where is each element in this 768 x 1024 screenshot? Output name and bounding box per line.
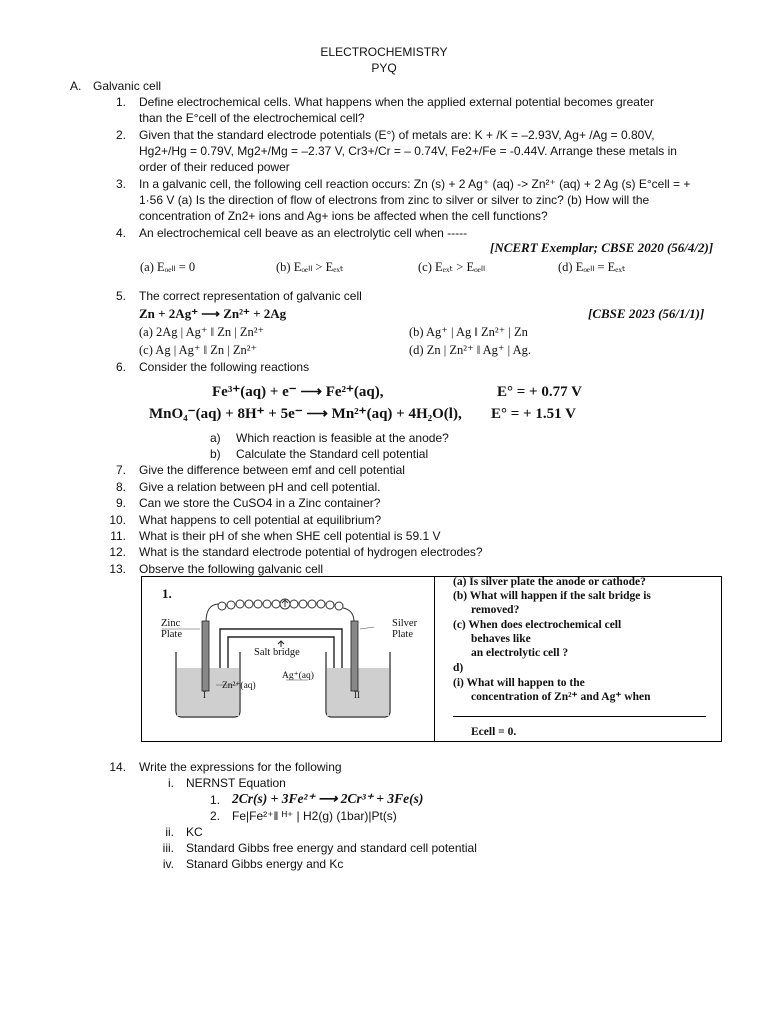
fig-question-c-cont2: an electrolytic cell ?	[471, 647, 569, 659]
subquestion-text: Calculate the Standard cell potential	[236, 447, 429, 461]
q4-option-a: (a) Eₒₑₗₗ = 0	[140, 260, 196, 274]
subquestion-label: b)	[210, 447, 221, 461]
fig-question-a: (a) Is silver plate the anode or cathode?	[453, 576, 646, 588]
fig-question-d-i: (i) What will happen to the	[453, 677, 585, 689]
section-title: Galvanic cell	[93, 79, 162, 93]
galvanic-cell-figure	[141, 576, 722, 742]
fig-question-c: (c) When does electrochemical cell	[453, 619, 622, 631]
question-number: 7.	[115, 463, 126, 477]
page-title: ELECTROCHEMISTRY	[320, 45, 448, 59]
equation-1: 2Cr(s) + 3Fe²⁺ ⟶ 2Cr³⁺ + 3Fe(s)	[232, 791, 424, 806]
q4-option-c: (c) Eₑₓₜ > Eₒₑₗₗ	[418, 260, 486, 274]
question-text-line: What is their pH of she when SHE cell potential is 59.1 V	[139, 529, 441, 543]
subquestion-text: Which reaction is feasible at the anode?	[236, 431, 449, 445]
q5-source: [CBSE 2023 (56/1/1)]	[588, 306, 705, 321]
silver-plate-label: Silver Plate	[392, 618, 418, 640]
fig-question-c-cont: behaves like	[471, 633, 531, 645]
question-number: 5.	[115, 289, 126, 303]
q5-option-c: (c) Ag | Ag⁺ ‖ Zn | Zn²⁺	[139, 343, 258, 357]
fig-question-b: (b) What will happen if the salt bridge is	[453, 590, 651, 602]
fig-question-d: d)	[453, 662, 464, 674]
question-number: 11.	[110, 529, 126, 543]
q14-item-text: NERNST Equation	[186, 776, 286, 790]
q14-item-text: Standard Gibbs free energy and standard cell potential	[186, 841, 477, 855]
roman-label: ii.	[165, 825, 174, 839]
fig-question-d-i-cont: concentration of Zn²⁺ and Ag⁺ when	[471, 691, 651, 703]
question-text-line: Give a relation between pH and cell potential.	[139, 480, 381, 494]
question-text-line: An electrochemical cell beave as an electrolytic cell when -----	[139, 226, 468, 240]
beaker-right-label: II	[354, 690, 360, 700]
q14-item-text: Stanard Gibbs energy and Kc	[186, 857, 344, 871]
question-text-line: Can we store the CuSO4 in a Zinc container?	[139, 496, 381, 510]
q5-option-b: (b) Ag⁺ | Ag ‖ Zn²⁺ | Zn	[409, 325, 528, 339]
q6-potential-1: E° = + 0.77 V	[497, 384, 582, 400]
question-text-line: The correct representation of galvanic cell	[139, 289, 362, 303]
question-text-line: Consider the following reactions	[139, 360, 310, 374]
roman-label: i.	[168, 776, 174, 790]
question-text-line: What happens to cell potential at equilibrium?	[139, 513, 382, 527]
equation-2: Fe|Fe²⁺‖ ᴴ⁺ | H2(g) (1bar)|Pt(s)	[232, 809, 397, 823]
question-text-line: 1·56 V (a) Is the direction of flow of electrons from zinc to silver or silver to zinc? (b) How will the	[139, 193, 650, 207]
equation-label: 1.	[210, 793, 221, 807]
question-number: 1.	[115, 95, 126, 109]
question-number: 14.	[109, 760, 126, 774]
q14-item-text: KC	[186, 825, 203, 839]
equation-label: 2.	[210, 809, 221, 823]
q4-option-b: (b) Eₒₑₗₗ > Eₑₓₜ	[276, 260, 344, 274]
q5-option-a: (a) 2Ag | Ag⁺ ‖ Zn | Zn²⁺	[139, 325, 265, 339]
q6-potential-2: E° = + 1.51 V	[491, 406, 576, 422]
beaker-left-label: I	[203, 690, 206, 700]
q4-source: [NCERT Exemplar; CBSE 2020 (56/4/2)]	[490, 240, 714, 255]
q6-reaction-2: MnO₄⁻(aq) + 8H⁺ + 5e⁻ ⟶ Mn²⁺(aq) + 4H₂O(l),	[149, 406, 462, 422]
page-subtitle: PYQ	[371, 61, 397, 75]
ag-ion-label: Ag⁺(aq)	[282, 671, 314, 681]
salt-bridge-label: Salt bridge	[254, 647, 300, 658]
question-number: 4.	[115, 226, 126, 240]
question-number: 12.	[109, 545, 126, 559]
section-letter: A.	[70, 79, 82, 93]
question-number: 3.	[115, 177, 126, 191]
fig-ecell-zero: Ecell = 0.	[471, 726, 517, 738]
question-text-line: Observe the following galvanic cell	[139, 562, 324, 576]
roman-label: iv.	[162, 857, 174, 871]
question-text-line: concentration of Zn2+ ions and Ag+ ions be affected when the cell functions?	[139, 209, 548, 223]
question-number: 9.	[115, 496, 126, 510]
subquestion-label: a)	[210, 431, 221, 445]
question-text-line: Hg2+/Hg = 0.79V, Mg2+/Mg = –2.37 V, Cr3+/Cr = – 0.74V, Fe2+/Fe = -0.44V. Arrange these metals in	[139, 144, 677, 158]
question-text-line: than the E°cell of the electrochemical cell?	[139, 111, 365, 125]
figure-divider	[434, 577, 435, 741]
question-number: 2.	[115, 128, 126, 142]
question-number: 8.	[115, 480, 126, 494]
roman-label: iii.	[162, 841, 174, 855]
zinc-plate-label: Zinc Plate	[161, 618, 182, 640]
question-number: 6.	[115, 360, 126, 374]
wire-coil-icon	[206, 599, 354, 622]
zn-ion-label: Zn²⁺(aq)	[222, 681, 256, 691]
q5-option-d: (d) Zn | Zn²⁺ ‖ Ag⁺ | Ag.	[409, 343, 531, 357]
fig-question-b-cont: removed?	[471, 604, 520, 616]
figure-number: 1.	[162, 586, 172, 601]
answer-line	[453, 716, 706, 717]
q4-option-d: (d) Eₒₑₗₗ = Eₑₓₜ	[558, 260, 626, 274]
q5-reaction: Zn + 2Ag⁺ ⟶ Zn²⁺ + 2Ag	[139, 306, 287, 321]
question-text-line: order of their reduced power	[139, 160, 290, 174]
q6-reaction-1: Fe³⁺(aq) + e⁻ ⟶ Fe²⁺(aq),	[212, 384, 384, 400]
question-text-line: Given that the standard electrode potentials (E°) of metals are: K + /K = –2.93V, Ag+ /Ag = 0.80V,	[139, 128, 655, 142]
question-text-line: Write the expressions for the following	[139, 760, 342, 774]
question-text-line: What is the standard electrode potential of hydrogen electrodes?	[139, 545, 483, 559]
question-number: 13.	[109, 562, 126, 576]
beaker-left-icon	[176, 621, 240, 717]
question-text-line: Give the difference between emf and cell potential	[139, 463, 405, 477]
question-text-line: Define electrochemical cells. What happens when the applied external potential becomes greater	[139, 95, 654, 109]
question-text-line: In a galvanic cell, the following cell reaction occurs: Zn (s) + 2 Ag⁺ (aq) -> Zn²⁺ (aq) + 2 Ag (s) E°cell = +	[139, 177, 691, 191]
question-number: 10.	[109, 513, 126, 527]
